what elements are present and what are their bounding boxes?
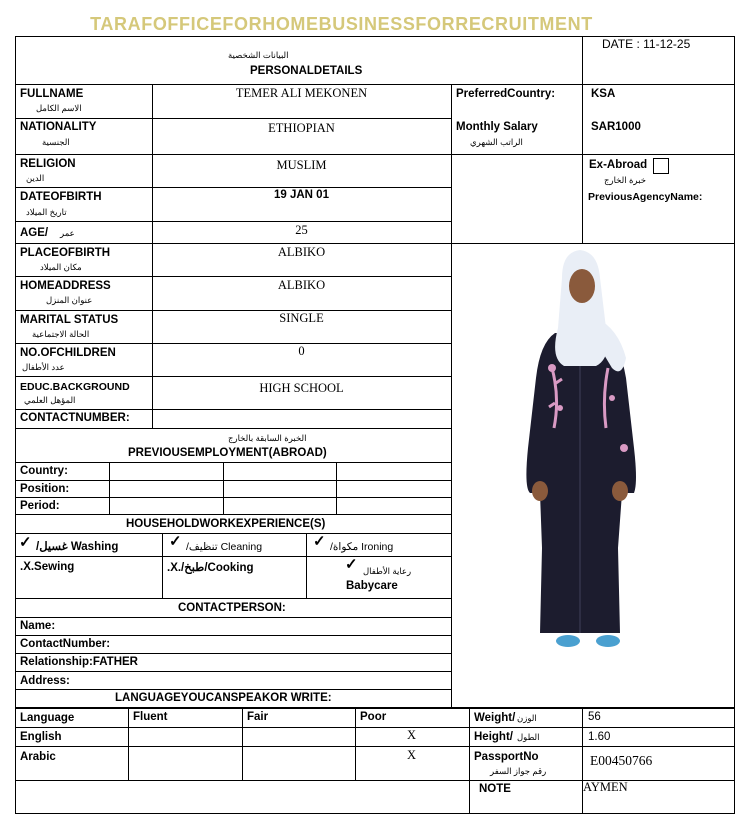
- address-value: ALBIKO: [277, 278, 326, 292]
- ex-abroad-arabic: خبرة الخارج: [604, 175, 646, 185]
- headscarf: [555, 250, 608, 366]
- prev-position-label: Position:: [20, 483, 70, 495]
- dob-label: DATEOFBIRTH: [20, 191, 102, 203]
- previous-employment-arabic: الخبرة السابقة بالخارج: [228, 433, 307, 443]
- weight-arabic: الوزن: [517, 713, 537, 723]
- washing-check-icon: ✓: [19, 534, 32, 551]
- nationality-arabic: الجنسية: [42, 137, 70, 147]
- lang-row-arabic: Arabic: [20, 751, 56, 763]
- marital-label: MARITAL STATUS: [20, 314, 119, 326]
- cooking-label: .X./طبخ/Cooking: [167, 562, 254, 574]
- weight-label: Weight/: [474, 712, 516, 724]
- ironing-check-icon: ✓: [313, 533, 326, 550]
- marital-arabic: الحالة الاجتماعية: [32, 329, 90, 339]
- age-label: AGE/: [20, 227, 49, 239]
- children-label: NO.OFCHILDREN: [20, 347, 116, 359]
- dob-arabic: تاريخ الميلاد: [26, 207, 67, 217]
- pob-value: ALBIKO: [277, 245, 326, 259]
- right-foot: [596, 635, 620, 647]
- lang-header-language: Language: [20, 712, 75, 724]
- religion-label: RELIGION: [20, 158, 76, 170]
- left-hand: [532, 481, 548, 501]
- fullname-arabic: الاسم الكامل: [36, 103, 82, 113]
- office-title: TARAFOFFICEFORHOMEBUSINESSFORRECRUITMENT: [90, 14, 593, 34]
- babycare-label: Babycare: [346, 580, 398, 592]
- dob-value: 19 JAN 01: [274, 189, 329, 201]
- candidate-photo: [500, 248, 660, 658]
- left-foot: [556, 635, 580, 647]
- ex-abroad-checkbox[interactable]: [653, 158, 669, 174]
- height-label: Height/: [474, 731, 513, 743]
- lang-header-fair: Fair: [247, 711, 269, 723]
- lang-row-english: English: [20, 731, 62, 743]
- english-poor-mark: X: [407, 728, 417, 742]
- contact-number2-label: ContactNumber:: [20, 638, 111, 650]
- pob-label: PLACEOFBIRTH: [20, 247, 111, 259]
- face: [569, 269, 595, 303]
- right-hand: [612, 481, 628, 501]
- monthly-salary-value: SAR1000: [591, 121, 641, 133]
- arabic-poor-mark: X: [407, 748, 417, 762]
- ex-abroad-label: Ex-Abroad: [589, 159, 648, 171]
- fullname-label: FULLNAME: [20, 88, 84, 100]
- previous-employment-heading: PREVIOUSEMPLOYMENT(ABROAD): [128, 447, 327, 459]
- height-value: 1.60: [588, 731, 611, 743]
- note-label: NOTE: [479, 783, 511, 795]
- education-label: EDUC.BACKGROUND: [20, 381, 130, 393]
- passport-label: PassportNo: [474, 751, 539, 763]
- note-value: AYMEN: [583, 780, 628, 794]
- age-value: 25: [295, 223, 308, 237]
- pob-arabic: مكان الميلاد: [40, 262, 82, 272]
- weight-value: 56: [588, 711, 601, 723]
- household-heading: HOUSEHOLDWORKEXPERIENCE(S): [126, 518, 326, 530]
- passport-arabic: رقم جواز السفر: [490, 766, 547, 776]
- personal-details-arabic: البيانات الشخصية: [228, 50, 289, 60]
- babycare-arabic: رعاية الأطفال: [363, 566, 412, 576]
- prev-period-label: Period:: [20, 500, 60, 512]
- lang-header-poor: Poor: [360, 711, 387, 723]
- education-value: HIGH SCHOOL: [259, 381, 344, 395]
- passport-value: E00450766: [590, 753, 653, 768]
- cleaning-check-icon: ✓: [169, 533, 182, 550]
- preferred-country-label: PreferredCountry:: [456, 88, 556, 100]
- babycare-check-icon: ✓: [345, 556, 358, 573]
- washing-label: /غسيل Washing: [36, 541, 119, 553]
- religion-value: MUSLIM: [276, 158, 327, 172]
- nationality-label: NATIONALITY: [20, 121, 97, 133]
- language-heading: LANGUAGEYOUCANSPEAKOR WRITE:: [115, 692, 332, 704]
- contact-address-label: Address:: [20, 675, 70, 687]
- ironing-label: /مكواة Ironing: [330, 541, 394, 553]
- relationship-label: Relationship:FATHER: [20, 656, 138, 668]
- contact-number-label: CONTACTNUMBER:: [20, 412, 130, 424]
- monthly-salary-label: Monthly Salary: [456, 121, 538, 133]
- children-arabic: عدد الأطفال: [22, 362, 65, 372]
- age-arabic: عمر: [60, 228, 75, 238]
- religion-arabic: الدين: [26, 173, 45, 183]
- height-arabic: الطول: [517, 732, 540, 742]
- contact-name-label: Name:: [20, 620, 56, 632]
- address-label: HOMEADDRESS: [20, 280, 111, 292]
- sewing-label: .X.Sewing: [20, 561, 75, 573]
- address-arabic: عنوان المنزل: [46, 295, 93, 305]
- lang-header-fluent: Fluent: [133, 711, 168, 723]
- monthly-salary-arabic: الراتب الشهري: [470, 137, 523, 147]
- contact-person-heading: CONTACTPERSON:: [178, 602, 286, 614]
- children-value: 0: [298, 344, 305, 358]
- prev-country-label: Country:: [20, 465, 68, 477]
- marital-value: SINGLE: [279, 311, 324, 325]
- fullname-value: TEMER ALI MEKONEN: [235, 86, 368, 100]
- education-arabic: المؤهل العلمي: [24, 395, 76, 405]
- previous-agency-label: PreviousAgencyName:: [588, 191, 703, 203]
- cleaning-label: /تنظيف Cleaning: [186, 541, 263, 553]
- nationality-value: ETHIOPIAN: [268, 121, 335, 135]
- date-label: DATE : 11-12-25: [602, 37, 691, 51]
- preferred-country-value: KSA: [591, 88, 616, 100]
- personal-details-heading: PERSONALDETAILS: [250, 65, 363, 77]
